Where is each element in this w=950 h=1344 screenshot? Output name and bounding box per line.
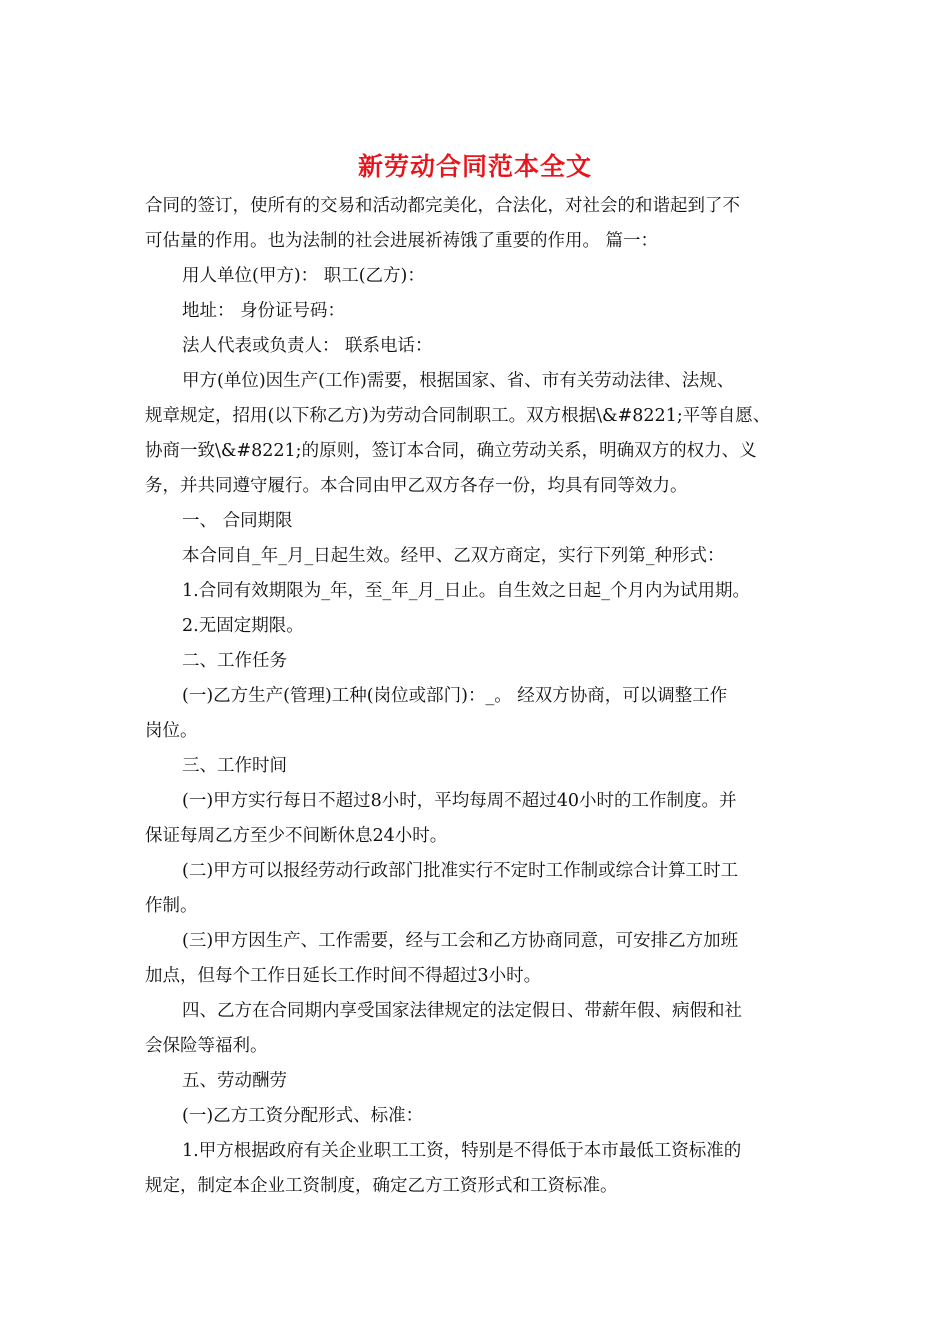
text-line: 岗位。 [145, 721, 198, 741]
text-line: 会保险等福利。 [145, 1036, 268, 1056]
text-line: 1.甲方根据政府有关企业职工工资，特别是不得低于本市最低工资标准的 [182, 1141, 742, 1161]
text-line: 作制。 [145, 896, 198, 916]
text-line: 地址： 身份证号码： [182, 301, 346, 321]
text-line: 用人单位(甲方)： 职工(乙方)： [182, 266, 425, 286]
text-line: 保证每周乙方至少不间断休息24小时。 [145, 826, 448, 846]
document-title: 新劳动合同范本全文 [357, 152, 592, 181]
document-body [145, 189, 810, 1204]
text-line: 一、 合同期限 [182, 511, 293, 531]
text-line: (一)乙方工资分配形式、标准： [182, 1106, 424, 1126]
text-line: 协商一致\&#8221;的原则，签订本合同，确立劳动关系，明确双方的权力、义 [145, 441, 757, 461]
text-line: (一)甲方实行每日不超过8小时，平均每周不超过40小时的工作制度。并 [182, 791, 737, 811]
text-line: 甲方(单位)因生产(工作)需要，根据国家、省、市有关劳动法律、法规、 [182, 371, 735, 391]
text-line: 合同的签订，使所有的交易和活动都完美化，合法化，对社会的和谐起到了不 [145, 196, 740, 216]
text-line: 规章规定，招用(以下称乙方)为劳动合同制职工。双方根据\&#8221;平等自愿、 [145, 406, 771, 426]
text-line: 本合同自_年_月_日起生效。经甲、乙双方商定，实行下列第_种形式： [182, 546, 725, 566]
text-line: 二、工作任务 [182, 651, 287, 671]
text-line: 加点，但每个工作日延长工作时间不得超过3小时。 [145, 966, 542, 986]
text-line: 可估量的作用。也为法制的社会进展祈祷饿了重要的作用。 篇一： [145, 231, 659, 251]
text-line: (二)甲方可以报经劳动行政部门批准实行不定时工作制或综合计算工时工 [182, 861, 739, 881]
text-line: 五、劳动酬劳 [182, 1071, 287, 1091]
text-line: 三、工作时间 [182, 756, 287, 776]
text-line: 务，并共同遵守履行。本合同由甲乙双方各存一份，均具有同等效力。 [145, 476, 688, 496]
text-line: 1.合同有效期限为_年，至_年_月_日止。自生效之日起_个月内为试用期。 [182, 581, 750, 601]
text-line: 四、乙方在合同期内享受国家法律规定的法定假日、带薪年假、病假和社 [182, 1001, 742, 1021]
text-line: 2.无固定期限。 [182, 616, 304, 636]
text-line: (一)乙方生产(管理)工种(岗位或部门)：_。 经双方协商，可以调整工作 [182, 686, 728, 706]
text-line: (三)甲方因生产、工作需要，经与工会和乙方协商同意，可安排乙方加班 [182, 931, 739, 951]
text-line: 规定，制定本企业工资制度，确定乙方工资形式和工资标准。 [145, 1176, 618, 1196]
text-line: 法人代表或负责人： 联系电话： [182, 336, 433, 356]
